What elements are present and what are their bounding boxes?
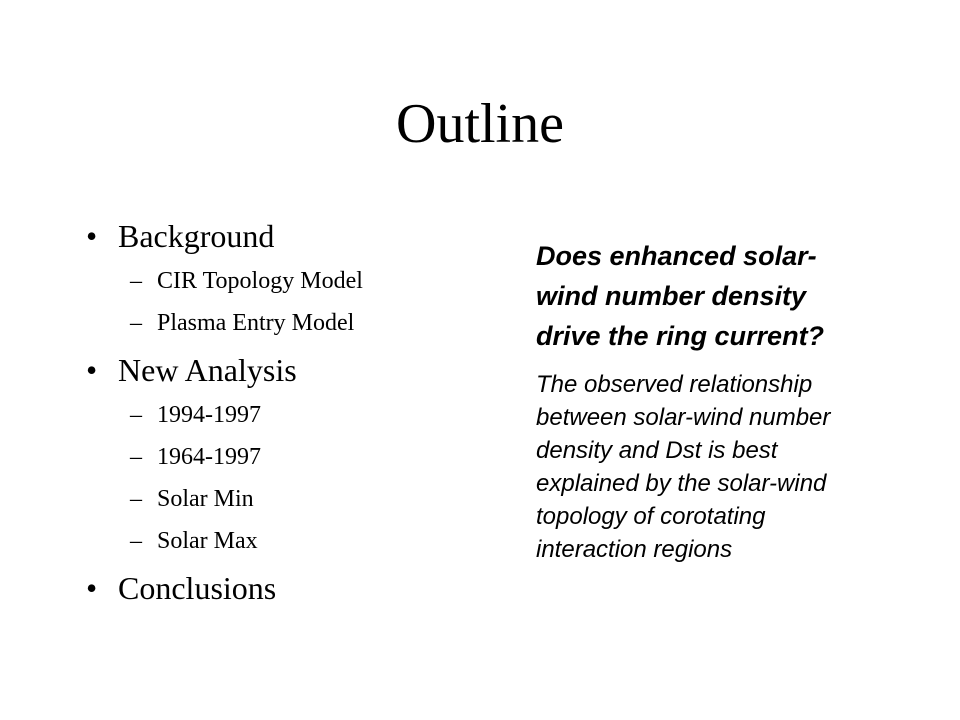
sub-item-label: Solar Max (157, 528, 258, 554)
outline-item-new-analysis (86, 350, 506, 390)
answer-line: between solar-wind number (536, 404, 831, 431)
dash-icon: – (130, 402, 142, 428)
answer-line: topology of corotating (536, 503, 766, 530)
bullet-icon: • (86, 570, 98, 606)
dash-icon: – (130, 310, 142, 336)
research-question (536, 236, 896, 356)
sub-list-background (130, 266, 506, 338)
dash-icon: – (130, 528, 142, 554)
answer-line: density and Dst is best (536, 437, 778, 464)
outline-item-label: New Analysis (118, 352, 297, 388)
dash-icon: – (130, 268, 142, 294)
sub-item-1964-1997 (130, 442, 506, 472)
dash-icon: – (130, 486, 142, 512)
sub-item-solar-max (130, 526, 506, 556)
question-line: drive the ring current? (536, 321, 825, 351)
outline-list (86, 216, 506, 618)
sub-list-new-analysis (130, 400, 506, 556)
answer-text (536, 368, 896, 566)
answer-line: explained by the solar-wind (536, 470, 827, 497)
outline-item-background (86, 216, 506, 256)
sub-item-solar-min (130, 484, 506, 514)
summary-panel (536, 236, 896, 566)
slide-title: Outline (396, 93, 564, 155)
sub-item-label: Plasma Entry Model (157, 310, 355, 336)
outline-item-label: Conclusions (118, 570, 277, 606)
sub-item-label: 1964-1997 (157, 444, 261, 470)
outline-item-conclusions (86, 568, 506, 608)
dash-icon: – (130, 444, 142, 470)
answer-line: interaction regions (536, 536, 733, 563)
bullet-icon: • (86, 218, 98, 254)
sub-item-label: Solar Min (157, 486, 254, 512)
answer-line: The observed relationship (536, 371, 813, 398)
question-line: wind number density (536, 281, 807, 311)
sub-item-plasma-entry-model (130, 308, 506, 338)
question-line: Does enhanced solar- (536, 241, 817, 271)
sub-item-label: 1994-1997 (157, 402, 261, 428)
outline-item-label: Background (118, 218, 275, 254)
sub-item-1994-1997 (130, 400, 506, 430)
sub-item-cir-topology-model (130, 266, 506, 296)
bullet-icon: • (86, 352, 98, 388)
sub-item-label: CIR Topology Model (157, 268, 363, 294)
